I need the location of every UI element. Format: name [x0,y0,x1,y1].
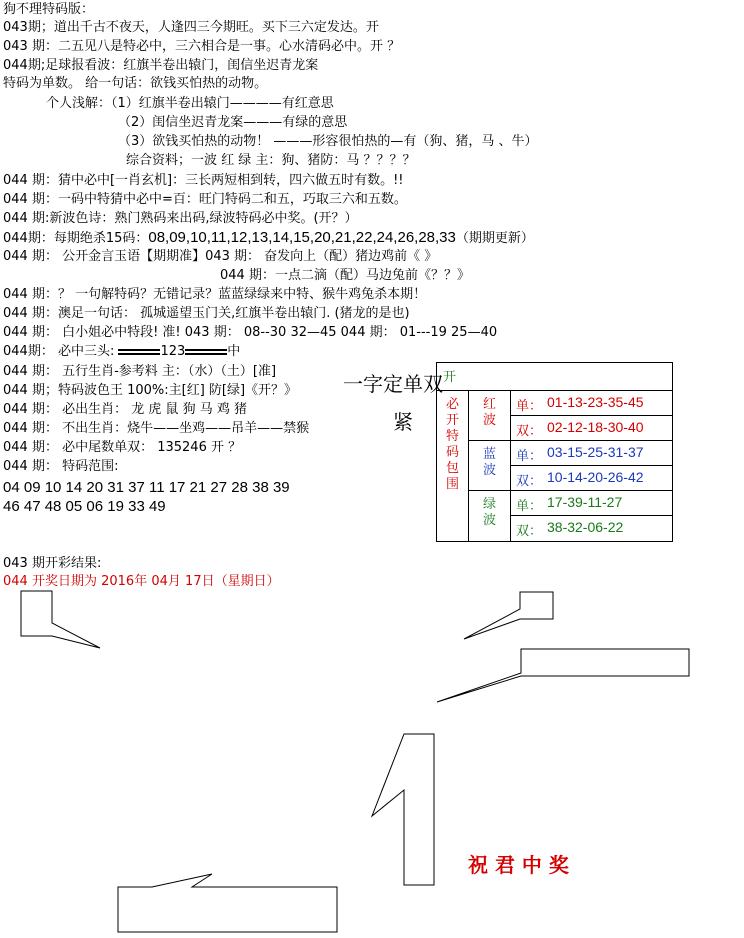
results-title: 043 期开彩结果: [3,556,102,571]
draw-day: 17 [185,574,202,589]
wave-name: 蓝波 [469,441,511,491]
line-one-zodiac: 044 期：猜中必中[一肖玄机]：三长两短相到转，四六做五时有数。!! [3,173,404,188]
page-title: 狗不理特码版： [3,2,95,17]
line-golden-words: 044 期： 公开金言玉语【期期准】043 期： 奋发向上（配）猪边鸡前《 》 [3,249,438,264]
line-range-label: 044 期： 特码范围: [3,459,119,474]
line-five-elements: 044 期： 五行生肖-参考料 主：（水）（土）[准] [3,364,277,379]
wave-row-numbers: 10-14-20-26-42 [547,469,644,485]
overlay-tight: 紧 [393,410,413,434]
line-043-b: 043 期：二五见八是特必中，三六相合是一事。心水清码必中。开 ？ [3,39,401,54]
line-range-1: 04 09 10 14 20 31 37 11 17 21 27 28 38 39 [3,479,290,496]
line-explain-2: （2）闺信坐迟青龙案———有绿的意思 [118,115,348,130]
line-044-football: 044期;足球报看波：红旗半卷出辕门，闺信坐迟青龙案 [3,58,319,73]
draw-year-unit: 年 [134,574,148,589]
draw-year: 2016 [101,574,135,589]
line-043-a: 043期；道出千古不夜天，人逢四三今期旺。买下三六定发达。开 [3,20,379,35]
wave-row-tag: 双： [516,523,543,538]
line-summary: 综合资料；一波 红 绿 主：狗、猪防：马 ？？？？ [126,153,416,168]
three-heads-suffix: 中 [227,344,241,359]
draw-prefix: 044 开奖日期为 [3,574,97,589]
callout-box-small [464,592,553,639]
table-header: 开 [437,363,672,391]
three-heads-label: 044期： 必中三头: [3,344,115,359]
wave-row-numbers: 38-32-06-22 [547,519,624,535]
line-must-zodiac: 044 期： 必出生肖： 龙 虎 鼠 狗 马 鸡 猪 [3,402,248,417]
line-golden-words-2: 044 期：一点二滴（配）马边兔前《？？》 [220,268,470,283]
callout-box-left [21,591,100,648]
kill-label: 044期：每期绝杀15码： [3,231,149,246]
line-no-zodiac: 044 期： 不出生肖：烧牛——坐鸡——吊羊——禁猴 [3,421,310,436]
wave-name: 绿波 [469,491,511,541]
draw-month: 04 [151,574,168,589]
wave-row-tag: 单： [516,448,543,463]
line-white-lady: 044 期： 白小姐必中特段! 准! 043 期： 08--30 32—45 044 期： 01---19 25—40 [3,325,498,340]
wave-row-tag: 双： [516,473,543,488]
line-tail-number: 044 期： 必中尾数单双： 135246 开 ？ [3,440,242,455]
wave-row-numbers: 17-39-11-27 [547,494,623,510]
callout-box-bottom [118,874,337,932]
callout-box-wide [437,649,689,702]
greeting-text: 祝 君 中 奖 [468,853,569,877]
wave-row-numbers: 03-15-25-31-37 [547,444,644,460]
line-odd-number: 特码为单数。 给一句话：欲钱买怕热的动物。 [3,76,268,91]
draw-day-unit: 日（星期日） [201,574,280,589]
side-label: 必开特码包围 [437,391,469,541]
wave-row-tag: 单： [516,398,543,413]
wave-row-numbers: 02-12-18-30-40 [547,419,644,435]
wave-row-numbers: 01-13-23-35-45 [547,394,644,410]
wave-row-tag: 双： [516,423,543,438]
line-explain-1: 个人浅解：（1）红旗半卷出辕门————有红意思 [46,96,334,111]
line-one-code: 044 期：一码中特猜中必中=百：旺门特码二和五，巧取三六和五数。 [3,192,407,207]
kill-numbers: 08,09,10,11,12,13,14,15,20,21,22,24,26,28,33 [148,229,456,246]
line-wave-poem: 044 期:新波色诗：熟门熟码来出码,绿波特码必中奖。(开？） [3,211,358,226]
line-one-sentence: 044 期：？ 一句解特码？无错记录？蓝蓝绿绿来中特、猴牛鸡兔杀本期！ [3,287,427,302]
draw-month-unit: 月 [167,574,181,589]
wave-name: 红波 [469,391,511,441]
line-range-2: 46 47 48 05 06 19 33 49 [3,498,166,515]
line-wave-king: 044 期；特码波色王 100%:主[红] 防[绿]《开？》 [3,383,298,398]
line-macau: 044 期：澳足一句话： 孤城遥望玉门关,红旗半卷出辕门. (猪龙的是也) [3,306,410,321]
three-heads-value: 123 [160,344,186,359]
kill-note: （期期更新） [455,231,534,246]
wave-row-tag: 单： [516,498,543,513]
digit-one-shape [372,734,434,885]
line-explain-3: （3）欲钱买怕热的动物！ ———形容很怕热的—有（狗、猪，马 、牛） [118,134,538,149]
overlay-single-double: 一字定单双 [343,372,443,396]
